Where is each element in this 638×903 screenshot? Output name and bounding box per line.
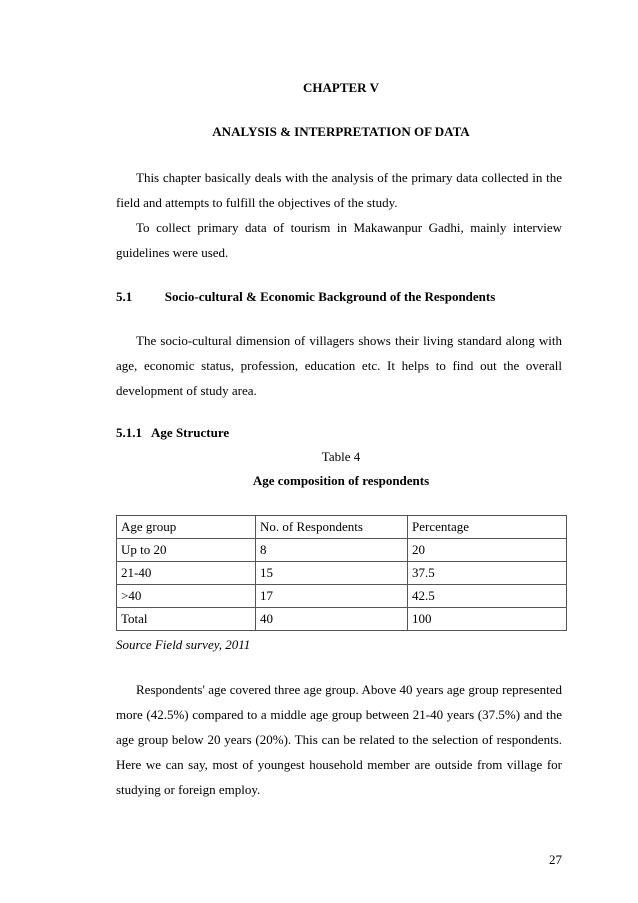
intro-paragraph-2: To collect primary data of tourism in Makawanpur Gadhi, mainly interview guidelines were used.	[116, 220, 562, 260]
section-5-1-title: Socio-cultural & Economic Background of the Respondents	[164, 289, 496, 304]
page-number: 27	[549, 852, 562, 867]
cell-respondents: 17	[256, 585, 408, 608]
table-row	[117, 562, 567, 585]
intro-paragraph-1: This chapter basically deals with the analysis of the primary data collected in the field and attempts to fulfill the objectives of the study.	[116, 170, 562, 210]
table-title: Age composition of respondents	[252, 473, 430, 488]
cell-percentage: 37.5	[408, 562, 567, 585]
discussion-paragraph: Respondents' age covered three age group. Above 40 years age group represented more (42.5%) compared to a middle age group between 21-40 years (37.5%) and the age group below 20 years (20%). This can be related to the selection of respondents. Here we can say, most of youngest household member are outside from village for studying or foreign employ.	[116, 682, 562, 797]
section-5-1-number: 5.1	[116, 289, 133, 304]
chapter-title: ANALYSIS & INTERPRETATION OF DATA	[212, 124, 470, 139]
cell-age-group: >40	[117, 585, 256, 608]
cell-age-group: Total	[117, 608, 256, 631]
discussion-text	[116, 677, 562, 802]
header-percentage: Percentage	[408, 516, 567, 539]
cell-percentage: 100	[408, 608, 567, 631]
section-5-1-heading	[116, 289, 495, 305]
table-total-row	[117, 608, 567, 631]
table-source: Source Field survey, 2011	[116, 637, 251, 652]
cell-age-group: 21-40	[117, 562, 256, 585]
header-age-group: Age group	[117, 516, 256, 539]
cell-percentage: 42.5	[408, 585, 567, 608]
chapter-number: CHAPTER V	[303, 80, 379, 95]
cell-respondents: 40	[256, 608, 408, 631]
age-composition-table	[116, 515, 567, 631]
section-5-1-paragraph: The socio-cultural dimension of villagers shows their living standard along with age, economic status, profession, education etc. It helps to find out the overall development of study area.	[116, 333, 562, 398]
cell-percentage: 20	[408, 539, 567, 562]
table-header-row	[117, 516, 567, 539]
cell-respondents: 15	[256, 562, 408, 585]
section-5-1-text	[116, 328, 562, 403]
intro-text	[116, 165, 562, 265]
table-label: Table 4	[321, 449, 361, 464]
section-5-1-1-heading: 5.1.1 Age Structure	[116, 425, 230, 440]
cell-respondents: 8	[256, 539, 408, 562]
header-respondents: No. of Respondents	[256, 516, 408, 539]
cell-age-group: Up to 20	[117, 539, 256, 562]
table-row	[117, 585, 567, 608]
table-row	[117, 539, 567, 562]
